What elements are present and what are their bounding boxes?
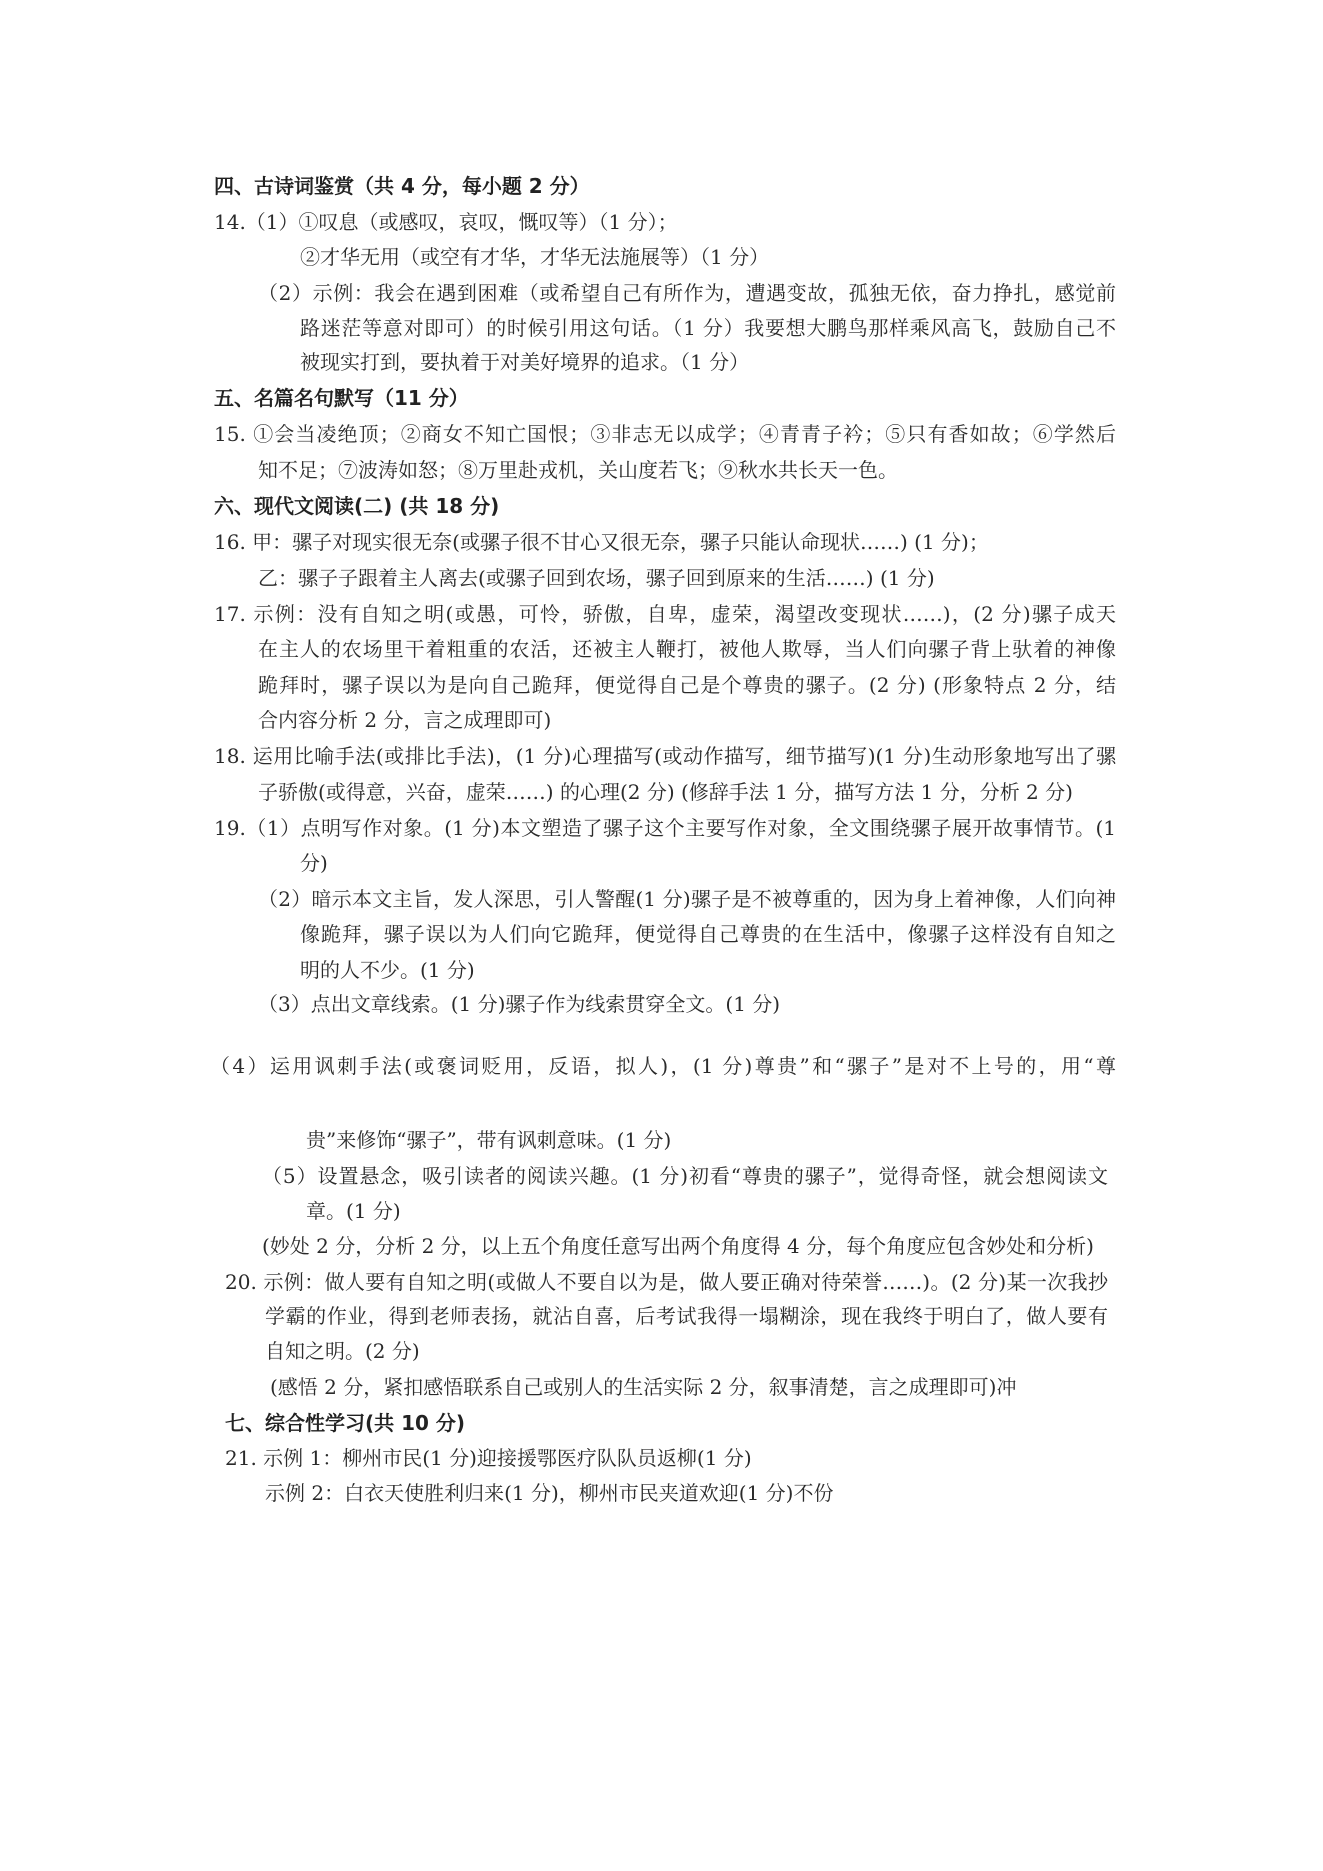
section-heading-4: 四、古诗词鉴赏（共 4 分，每小题 2 分） (214, 174, 590, 198)
answer-19-2: （2）暗示本文主旨，发人深思，引人警醒(1 分)骡子是不被尊重的，因为身上着神像，人们向神 (258, 887, 1116, 911)
answer-19-1-cont: 分) (300, 851, 328, 875)
answer-19-4: （4）运用讽刺手法(或褒词贬用，反语，拟人)，(1 分)尊贵”和“骡子”是对不上号的，用“尊 (210, 1054, 1116, 1078)
answer-14-2: （2）示例：我会在遇到困难（或希望自己有所作为，遭遇变故，孤独无依，奋力挣扎，感觉前 (258, 281, 1116, 305)
answer-14-2-cont: 路迷茫等意对即可）的时候引用这句话。（1 分）我要想大鹏鸟那样乘风高飞，鼓励自己不 (300, 316, 1116, 340)
answer-17-cont: 在主人的农场里干着粗重的农活，还被主人鞭打，被他人欺辱，当人们向骡子背上驮着的神像 (258, 637, 1116, 661)
answer-16-a: 16. 甲：骡子对现实很无奈(或骡子很不甘心又很无奈，骡子只能认命现状……) (1 分)； (214, 530, 989, 554)
section-heading-6: 六、现代文阅读(二) (共 18 分) (214, 494, 500, 518)
answer-21-example-1: 21. 示例 1：柳州市民(1 分)迎接援鄂医疗队队员返柳(1 分) (225, 1446, 752, 1470)
section-heading-7: 七、综合性学习(共 10 分) (225, 1411, 466, 1435)
answer-19-4-cont: 贵”来修饰“骡子”，带有讽刺意味。(1 分) (306, 1128, 672, 1152)
answer-18: 18. 运用比喻手法(或排比手法)，(1 分)心理描写(或动作描写，细节描写)(1 分)生动形象地写出了骡 (214, 744, 1116, 768)
answer-19-2-cont: 明的人不少。(1 分) (300, 958, 475, 982)
answer-21-example-2: 示例 2：白衣天使胜利归来(1 分)，柳州市民夹道欢迎(1 分)不份 (265, 1481, 834, 1505)
answer-17: 17. 示例：没有自知之明(或愚，可怜，骄傲，自卑，虚荣，渴望改变现状……)，(2 分)骡子成天 (214, 602, 1116, 626)
section-heading-5: 五、名篇名句默写（11 分） (214, 386, 469, 410)
answer-20-cont: 自知之明。(2 分) (265, 1339, 420, 1363)
answer-15: 15. ①会当凌绝顶；②商女不知亡国恨；③非志无以成学；④青青子衿；⑤只有香如故；⑥学然后 (214, 422, 1116, 446)
answer-14-2-cont: 被现实打到，要执着于对美好境界的追求。（1 分） (300, 350, 750, 374)
answer-17-cont: 合内容分析 2 分，言之成理即可) (258, 708, 552, 732)
answer-14-1: 14.（1）①叹息（或感叹，哀叹，慨叹等）（1 分）； (214, 210, 678, 234)
scoring-note-19: (妙处 2 分，分析 2 分，以上五个角度任意写出两个角度得 4 分，每个角度应包含妙处和分析) (262, 1234, 1094, 1258)
answer-16-b: 乙：骡子子跟着主人离去(或骡子回到农场，骡子回到原来的生活……) (1 分) (258, 566, 935, 590)
scoring-note-20: (感悟 2 分，紧扣感悟联系自己或别人的生活实际 2 分，叙事清楚，言之成理即可)冲 (270, 1375, 1017, 1399)
answer-19-3: （3）点出文章线索。(1 分)骡子作为线索贯穿全文。(1 分) (258, 992, 781, 1016)
answer-19-5: （5）设置悬念，吸引读者的阅读兴趣。(1 分)初看“尊贵的骡子”，觉得奇怪，就会想阅读文 (262, 1164, 1108, 1188)
answer-14-1-b: ②才华无用（或空有才华，才华无法施展等）（1 分） (300, 245, 770, 269)
answer-19-1: 19.（1）点明写作对象。(1 分)本文塑造了骡子这个主要写作对象，全文围绕骡子展开故事情节。(1 (214, 816, 1116, 840)
answer-20: 20. 示例：做人要有自知之明(或做人不要自以为是，做人要正确对待荣誉……)。(2 分)某一次我抄 (225, 1270, 1108, 1294)
answer-15-cont: 知不足；⑦波涛如怒；⑧万里赴戎机，关山度若飞；⑨秋水共长天一色。 (258, 458, 898, 482)
answer-19-2-cont: 像跪拜，骡子误以为人们向它跪拜，便觉得自己尊贵的在生活中，像骡子这样没有自知之 (300, 922, 1116, 946)
answer-19-5-cont: 章。(1 分) (306, 1199, 401, 1223)
answer-17-cont: 跪拜时，骡子误以为是向自己跪拜，便觉得自己是个尊贵的骡子。(2 分) (形象特点 2 分，结 (258, 673, 1116, 697)
answer-18-cont: 子骄傲(或得意，兴奋，虚荣……) 的心理(2 分) (修辞手法 1 分，描写方法 1 分，分析 2 分) (258, 780, 1073, 804)
answer-20-cont: 学霸的作业，得到老师表扬，就沾自喜，后考试我得一塌糊涂，现在我终于明白了，做人要有 (265, 1304, 1108, 1328)
